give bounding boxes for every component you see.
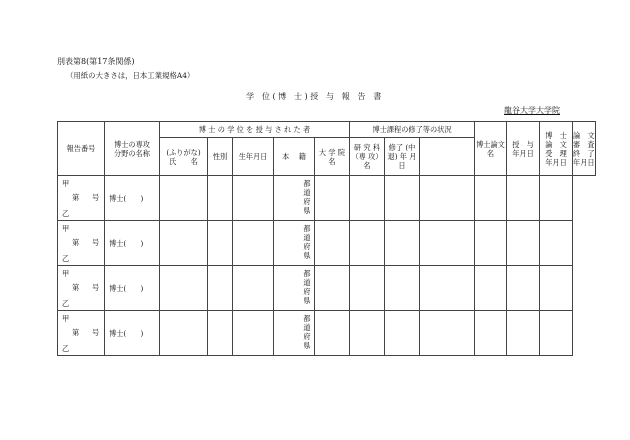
sex-cell[interactable] xyxy=(208,266,233,311)
otsu-label: 乙 xyxy=(62,299,70,308)
header-name xyxy=(160,138,208,176)
birth-date-cell[interactable] xyxy=(233,221,274,266)
accept-date-line3: 受 理 xyxy=(545,148,567,158)
award-date-cell[interactable] xyxy=(475,266,507,311)
prefecture-label: 都道府県 xyxy=(303,269,311,305)
otsu-label: 乙 xyxy=(62,344,70,353)
thesis-title-cell[interactable] xyxy=(420,311,475,356)
header-recipient-group: 博 士 の 学 位 を 授 与 さ れ た 者 xyxy=(160,122,350,138)
accept-date-line1: 博 士 xyxy=(545,130,567,140)
birth-date-cell[interactable] xyxy=(233,176,274,221)
kou-label: 甲 xyxy=(62,269,70,278)
report-number-cell[interactable] xyxy=(58,311,105,356)
award-date-cell[interactable] xyxy=(475,311,507,356)
accept-date-cell[interactable] xyxy=(507,266,540,311)
prefecture-label: 都道府県 xyxy=(303,179,311,215)
award-date-cell[interactable] xyxy=(475,221,507,266)
completion-date-cell[interactable] xyxy=(385,176,420,221)
header-review-end-date xyxy=(573,122,596,176)
field-name-line2: 分野の名称 xyxy=(114,148,150,158)
otsu-label: 乙 xyxy=(62,209,70,218)
header-birth-date: 生年月日 xyxy=(233,138,274,176)
review-date-cell[interactable] xyxy=(540,311,573,356)
major-line2: （専 攻） xyxy=(351,152,383,161)
review-date-cell[interactable] xyxy=(540,221,573,266)
birth-date-cell[interactable] xyxy=(233,311,274,356)
review-date-line3: 終 了 xyxy=(573,148,595,158)
report-number-cell[interactable] xyxy=(58,221,105,266)
university-line1: 大 学 院 xyxy=(318,147,346,157)
review-date-cell[interactable] xyxy=(540,266,573,311)
completion-date-cell[interactable] xyxy=(385,266,420,311)
table-row xyxy=(58,266,596,311)
sex-cell[interactable] xyxy=(208,221,233,266)
name-cell[interactable] xyxy=(160,311,208,356)
accept-date-cell[interactable] xyxy=(507,176,540,221)
review-date-line2: 審 査 xyxy=(573,139,595,149)
header-sex: 性別 xyxy=(208,138,233,176)
major-line1: 研 究 科 xyxy=(353,143,381,152)
header-honseki: 本 籍 xyxy=(274,138,315,176)
degree-field-cell[interactable]: 博士( ) xyxy=(105,266,160,311)
prefecture-label: 都道府県 xyxy=(303,314,311,350)
honseki-cell[interactable] xyxy=(274,221,315,266)
university-line2: 名 xyxy=(328,156,336,166)
degree-field-cell[interactable]: 博士( ) xyxy=(105,176,160,221)
accept-date-cell[interactable] xyxy=(507,311,540,356)
dai-label: 第 xyxy=(72,328,80,337)
review-date-line1: 論 文 xyxy=(573,130,595,140)
kou-label: 甲 xyxy=(62,179,70,188)
name-label: 氏 名 xyxy=(169,156,198,166)
name-cell[interactable] xyxy=(160,221,208,266)
dai-label: 第 xyxy=(72,238,80,247)
award-date-line2: 年月日 xyxy=(512,148,534,158)
header-thesis-title: 博士論文名 xyxy=(475,122,507,176)
major-cell[interactable] xyxy=(350,176,385,221)
table-row xyxy=(58,311,596,356)
degree-field-cell[interactable]: 博士( ) xyxy=(105,221,160,266)
sex-cell[interactable] xyxy=(208,311,233,356)
table-row xyxy=(58,176,596,221)
document-title: 学 位(博 士)授 与 報 告 書 xyxy=(246,92,384,101)
accept-date-line2: 論 文 xyxy=(545,139,567,149)
dai-label: 第 xyxy=(72,283,80,292)
go-label: 号 xyxy=(92,283,100,292)
accept-date-cell[interactable] xyxy=(507,221,540,266)
award-date-cell[interactable] xyxy=(475,176,507,221)
dai-label: 第 xyxy=(72,193,80,202)
completion-line1: 修了 (中 xyxy=(388,143,416,152)
thesis-title-cell[interactable] xyxy=(420,176,475,221)
header-course-status-group: 博士課程の修了等の状況 xyxy=(350,122,475,138)
honseki-cell[interactable] xyxy=(274,266,315,311)
report-table xyxy=(57,121,596,356)
completion-date-cell[interactable] xyxy=(385,221,420,266)
university-cell[interactable] xyxy=(315,221,350,266)
name-cell[interactable] xyxy=(160,176,208,221)
sex-cell[interactable] xyxy=(208,176,233,221)
thesis-title-cell[interactable] xyxy=(420,266,475,311)
thesis-title-cell[interactable] xyxy=(420,221,475,266)
award-date-line1: 授 与 xyxy=(512,139,534,149)
completion-line2: 退) 年 月 xyxy=(387,152,417,161)
report-number-cell[interactable] xyxy=(58,176,105,221)
furigana-label: (ふりがな) xyxy=(166,147,201,157)
university-cell[interactable] xyxy=(315,176,350,221)
paper-size-note: （用紙の大きさは，日本工業規格A4） xyxy=(66,71,195,80)
degree-field-cell[interactable]: 博士( ) xyxy=(105,311,160,356)
completion-date-cell[interactable] xyxy=(385,311,420,356)
table-row xyxy=(58,221,596,266)
go-label: 号 xyxy=(92,328,100,337)
kou-label: 甲 xyxy=(62,224,70,233)
completion-line3: 日 xyxy=(398,161,406,170)
field-name-line1: 博士の専攻 xyxy=(114,139,150,149)
header-thesis-accept-date xyxy=(540,122,573,176)
kou-label: 甲 xyxy=(62,314,70,323)
prefecture-label: 都道府県 xyxy=(303,224,311,260)
honseki-cell[interactable] xyxy=(274,176,315,221)
header-field-name xyxy=(105,122,160,176)
header-major xyxy=(350,138,385,176)
name-cell[interactable] xyxy=(160,266,208,311)
birth-date-cell[interactable] xyxy=(233,266,274,311)
header-award-date xyxy=(507,122,540,176)
form-number-note: 別表第8(第17条関係) xyxy=(57,57,135,66)
major-cell[interactable] xyxy=(350,266,385,311)
go-label: 号 xyxy=(92,238,100,247)
major-cell[interactable] xyxy=(350,311,385,356)
university-cell[interactable] xyxy=(315,311,350,356)
accept-date-line4: 年月日 xyxy=(545,157,567,167)
review-date-cell[interactable] xyxy=(540,176,573,221)
university-cell[interactable] xyxy=(315,266,350,311)
otsu-label: 乙 xyxy=(62,254,70,263)
go-label: 号 xyxy=(92,193,100,202)
report-number-cell[interactable] xyxy=(58,266,105,311)
header-university xyxy=(315,138,350,176)
honseki-cell[interactable] xyxy=(274,311,315,356)
review-date-line4: 年月日 xyxy=(573,157,595,167)
header-report-number: 報告番号 xyxy=(58,122,105,176)
major-line3: 名 xyxy=(363,161,371,170)
header-completion-date xyxy=(385,138,420,176)
major-cell[interactable] xyxy=(350,221,385,266)
institution-name: 龍谷大学大学院 xyxy=(504,106,560,115)
